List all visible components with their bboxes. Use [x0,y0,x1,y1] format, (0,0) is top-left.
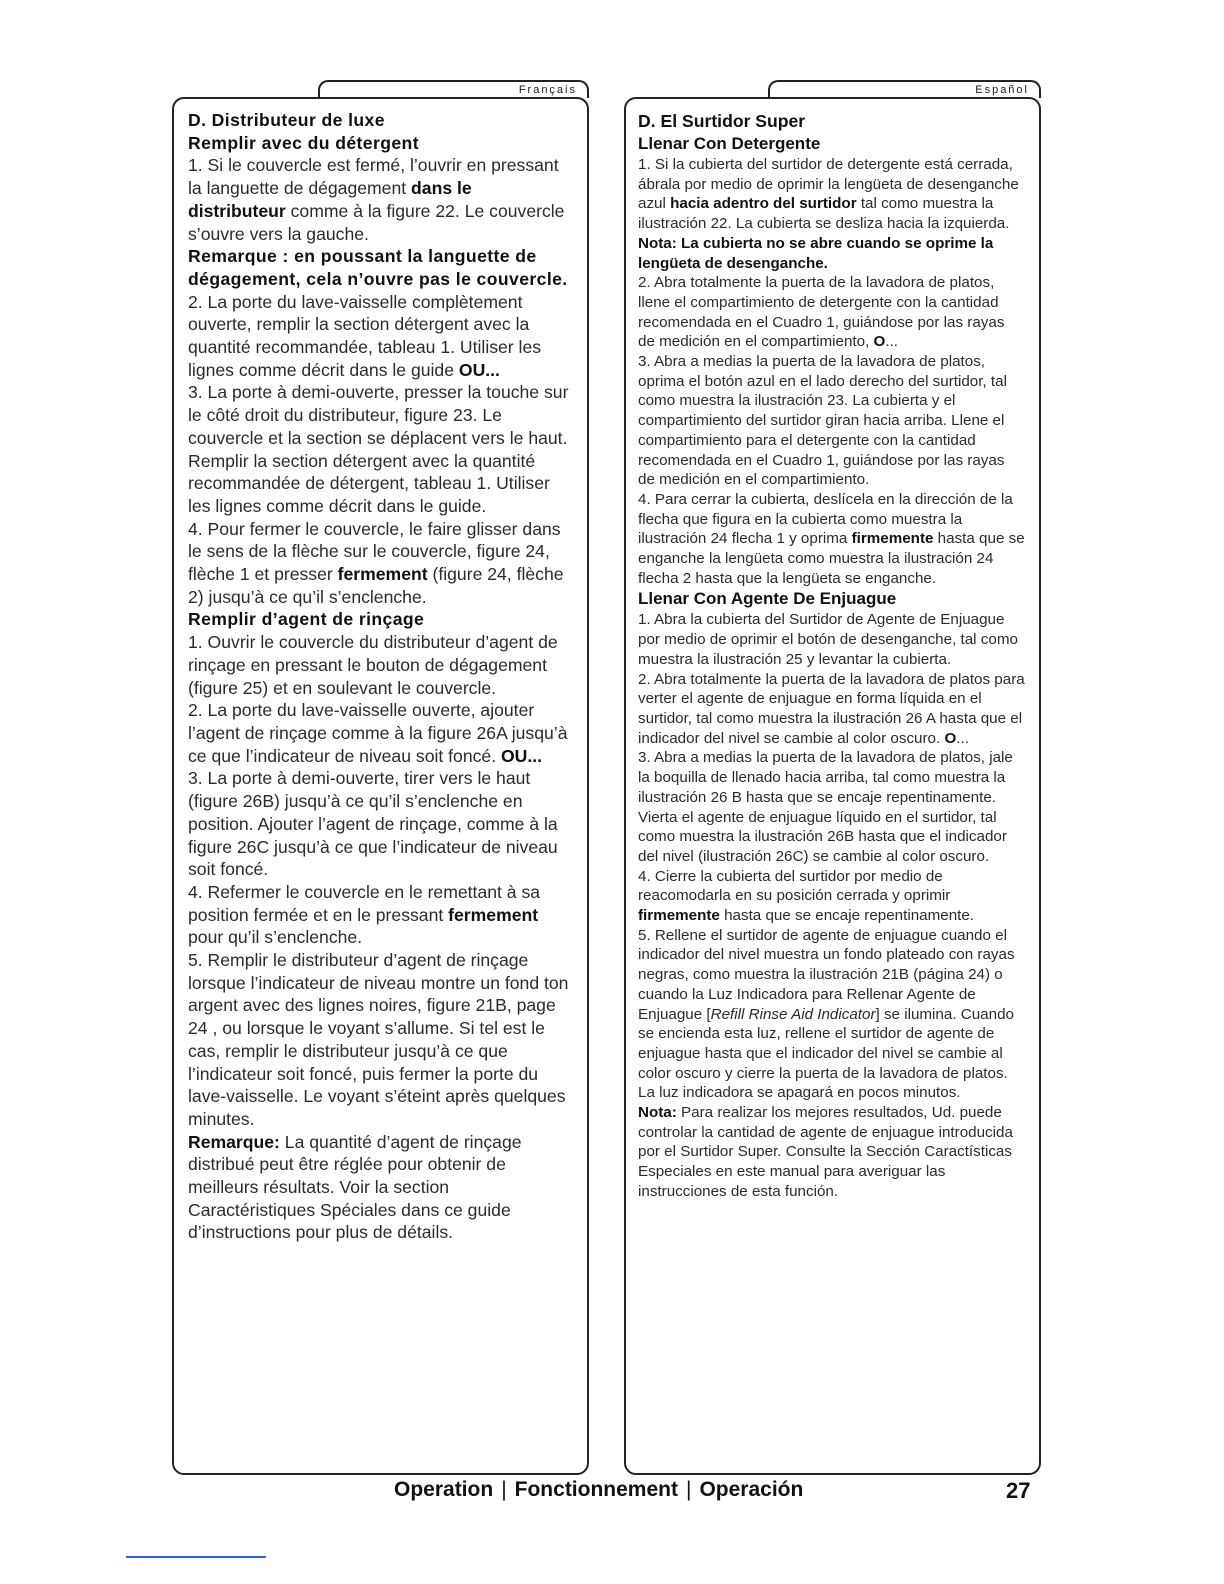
footer-operation: Operation [394,1478,494,1501]
spanish-note: Nota: Para realizar los mejores resultados, Ud. puede controlar la cantidad de agente de enjuague introducida por el Surtidor Super. Consulte la Sección Caractísticas Especiales en este manual para averiguar las instrucciones de esta función. [638,1104,1013,1200]
spanish-step-4: 4. Para cerrar la cubierta, deslícela en la dirección de la flecha que figura en la cubierta como muestra la ilustración 24 flecha 1 y oprima firmemente hasta que se enganche la lengüeta como muestra la ilustración 24 flecha 2 hasta que la lengüeta se enganche. [638,490,1025,587]
french-rinse-step-3: 3. La porte à demi-ouverte, tirer vers le haut (figure 26B) jusqu’à ce qu’il s’enclenche en position. Ajouter l’agent de rinçage, comme à la figure 26C jusqu’à ce que l’indicateur de niveau soit foncé. [188,768,558,880]
bottom-divider [126,1556,266,1558]
french-step-2: 2. La porte du lave-vaisselle complètement ouverte, remplir la section détergent avec la quantité recommandée, tableau 1. Utiliser les lignes comme décrit dans le guide OU... [188,291,542,380]
language-tab-french: Français [318,80,589,98]
french-step-3: 3. La porte à demi-ouverte, presser la touche sur le côté droit du distributeur, figure 23. Le couvercle et la section se déplacent vers le haut. Remplir la section détergent avec la quantité recommandée de détergent, tableau 1. Utiliser les lignes comme décrit dans le guide. [188,382,569,516]
spanish-detergent-heading: Llenar Con Detergente [638,134,821,153]
french-step-1: 1. Si le couvercle est fermé, l’ouvrir en pressant la languette de dégagement dans le distributeur comme à la figure 22. Le couvercle s’ouvre vers la gauche. [188,155,565,244]
language-tab-spanish: Español [768,80,1041,98]
footer-separator: | [685,1478,692,1501]
french-rinse-step-2: 2. La porte du lave-vaisselle ouverte, ajouter l’agent de rinçage comme à la figure 26A jusqu’à ce que l’indicateur de niveau soit foncé. OU... [188,700,568,766]
french-detergent-heading: Remplir avec du détergent [188,132,419,153]
french-title: D. Distributeur de luxe [188,110,385,130]
spanish-rinse-heading: Llenar Con Agente De Enjuague [638,589,897,609]
french-rinse-step-1: 1. Ouvrir le couvercle du distributeur d’agent de rinçage en pressant le bouton de dégagement (figure 25) et en soulevant le couvercle. [188,632,558,698]
spanish-step-1: 1. Si la cubierta del surtidor de detergente está cerrada, ábrala por medio de oprimir la lengüeta de desenganche azul hacia adentro del surtidor tal como muestra la ilustración 22. La cubierta se desliza hacia la izquierda. Nota: La cubierta no se abre cuando se oprime la lengüeta de desenganche. [638,156,1019,272]
page-number: 27 [1006,1478,1031,1503]
footer-fonctionnement: Fonctionnement [514,1478,678,1501]
french-rinse-step-5: 5. Remplir le distributeur d’agent de rinçage lorsque l’indicateur de niveau montre un fond ton argent avec des lignes noires, figure 21B, page 24 , ou lorsque le voyant s’allume. Si tel est le cas, remplir le distributeur jusqu’à ce que l’indicateur soit foncé, puis fermer la porte du lave-vaisselle. Le voyant s’éteint après quelques minutes. [188,950,569,1129]
spanish-step-2: 2. Abra totalmente la puerta de la lavadora de platos, llene el compartimiento de detergente con la cantidad recomendada en el Cuadro 1, guiándose por las rayas de medición en el compartimiento, O... [638,274,1005,351]
spanish-rinse-step-5: 5. Rellene el surtidor de agente de enjuague cuando el indicador del nivel muestra un fondo plateado con rayas negras, como muestra la ilustración 21B (página 24) o cuando la Luz Indicadora para Rellenar Agente de Enjuague [Refill Rinse Aid Indicator] se ilumina. Cuando se encienda esta luz, rellene el surtidor de agente de enjuague hasta que el indicador del nivel se cambie al color oscuro y cierre la puerta de la lavadora de platos. La luz indicadora se apagará en pocos minutos. [638,926,1015,1102]
spanish-panel [624,97,1041,1475]
spanish-step-3: 3. Abra a medias la puerta de la lavadora de platos, oprima el botón azul en el lado derecho del surtidor, tal como muestra la ilustración 23. La cubierta y el compartimiento del surtidor giran hacia arriba. Llene el compartimiento para el detergente con la cantidad recomendada en el Cuadro 1, guiándose por las rayas de medición en el compartimiento. [638,353,1007,489]
spanish-title: D. El Surtidor Super [638,111,806,131]
french-rinse-step-4: 4. Refermer le couvercle en le remettant à sa position fermée et en le pressant fermement pour qu’il s’enclenche. [188,881,541,948]
footer-section-title [394,1478,803,1502]
french-panel [172,97,589,1475]
french-note-2: Remarque: La quantité d’agent de rinçage distribué peut être réglée pour obtenir de meilleurs résultats. Voir la section Caractéristiques Spéciales dans ce guide d’instructions pour plus de détails. [188,1131,522,1243]
french-note-1: Remarque : en poussant la languette de dégagement, cela n’ouvre pas le couvercle. [188,246,568,289]
spanish-rinse-step-3: 3. Abra a medias la puerta de la lavadora de platos, jale la boquilla de llenado hacia arriba, tal como muestra la ilustración 26 B hasta que se encaje repentinamente. Vierta el agente de enjuague líquido en el surtidor, tal como muestra la ilustración 26B hasta que el indicador del nivel (ilustración 26C) se cambie al color oscuro. [638,749,1013,865]
footer-separator: | [501,1478,507,1501]
spanish-rinse-step-2: 2. Abra totalmente la puerta de la lavadora de platos para verter el agente de enjuague en forma líquida en el surtidor, tal como muestra la ilustración 26 A hasta que el indicador del nivel se cambie al color oscuro. O... [638,670,1025,747]
footer-operacion: Operación [699,1478,804,1501]
french-step-4: 4. Pour fermer le couvercle, le faire glisser dans le sens de la flèche sur le couvercle, figure 24, flèche 1 et presser fermement (figure 24, flèche 2) jusqu’à ce qu’il s’enclenche. [188,518,564,607]
spanish-rinse-step-4: 4. Cierre la cubierta del surtidor por medio de reacomodarla en su posición cerrada y oprimir firmemente hasta que se encaje repentinamente. [638,867,975,925]
french-rinse-heading: Remplir d’agent de rinçage [188,609,425,630]
spanish-rinse-step-1: 1. Abra la cubierta del Surtidor de Agente de Enjuague por medio de oprimir el botón de desenganche, tal como muestra la ilustración 25 y levantar la cubierta. [638,611,1018,668]
